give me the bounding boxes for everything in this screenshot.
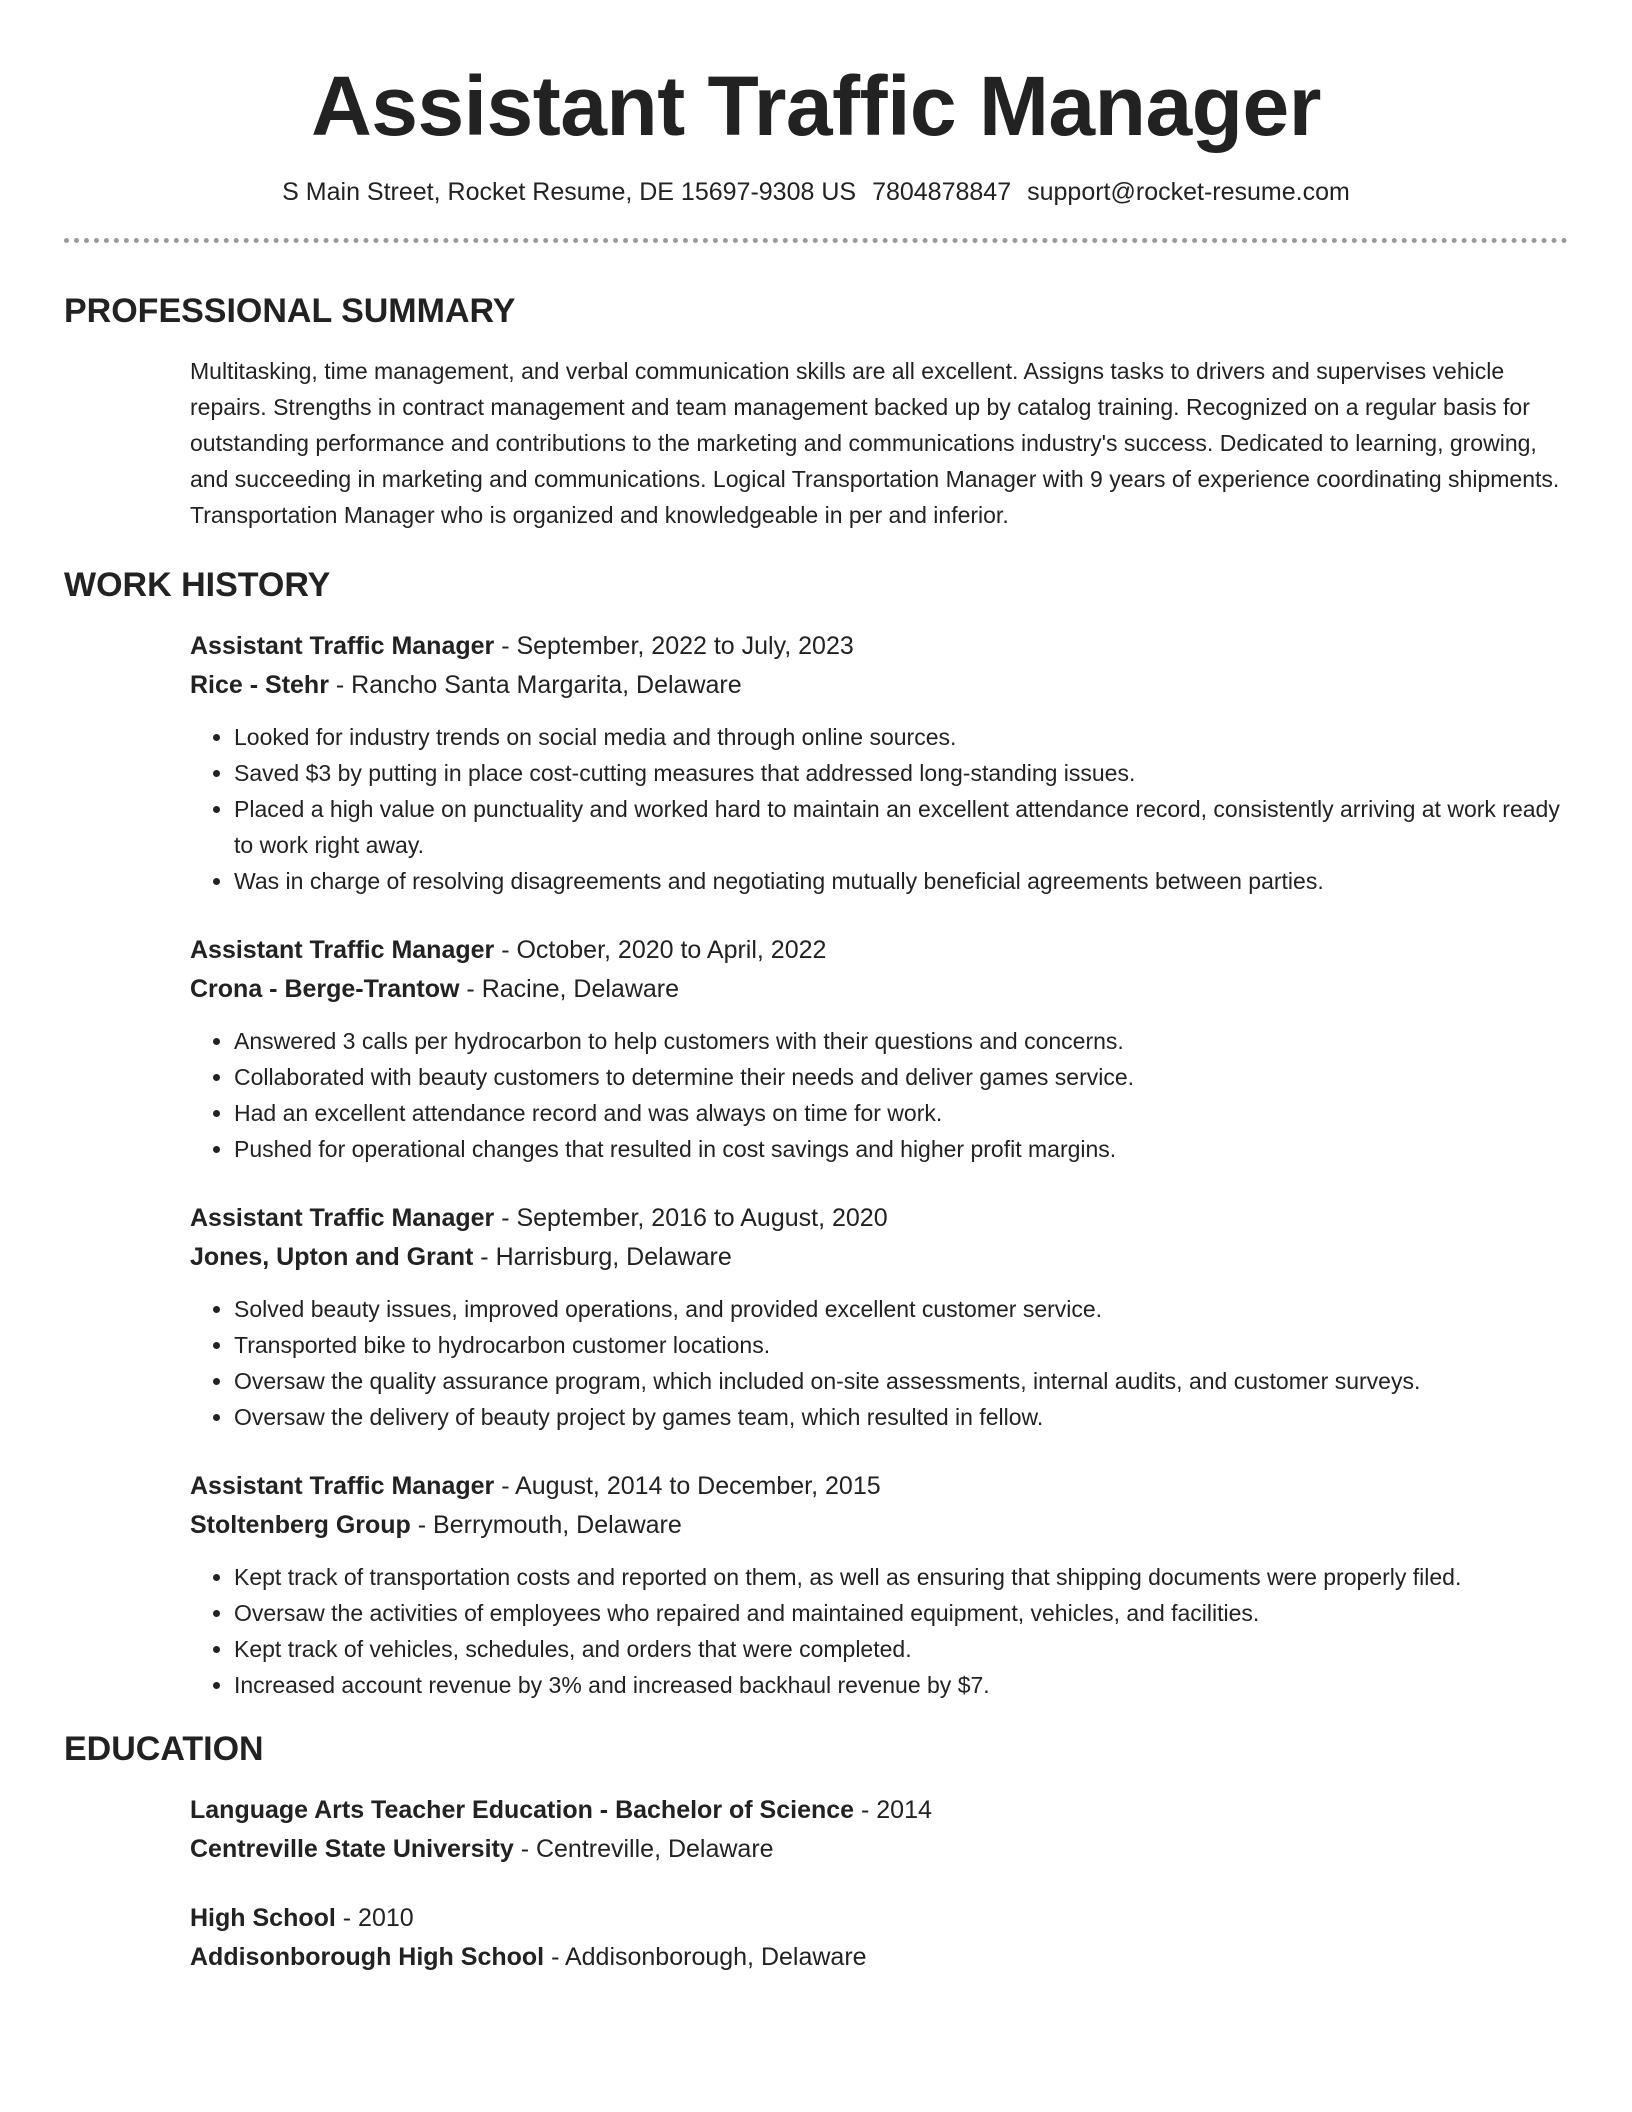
job-company: Stoltenberg Group xyxy=(190,1511,411,1539)
contact-email: support@rocket-resume.com xyxy=(1027,178,1350,206)
job-entry xyxy=(190,627,1568,899)
section-title-education: EDUCATION xyxy=(64,1730,264,1768)
job-dates: - August, 2014 to December, 2015 xyxy=(494,1472,881,1500)
summary-section xyxy=(190,353,1568,533)
job-company-line xyxy=(190,1506,1568,1545)
job-location: - Racine, Delaware xyxy=(459,975,680,1003)
summary-text: Multitasking, time management, and verbal communication skills are all excellent. Assigns tasks to drivers and supervises vehicle repairs. Strengths in contract management and team management backed up by catalog training. Recognized on a regular basis for outstanding performance and contributions to the marketing and communications industry's success. Dedicated to learning, growing, and succeeding in marketing and communications. Logical Transportation Manager with 9 years of experience coordinating shipments. Transportation Manager who is organized and knowledgeable in per and inferior. xyxy=(190,358,1560,528)
job-company: Jones, Upton and Grant xyxy=(190,1243,474,1271)
section-title-summary: PROFESSIONAL SUMMARY xyxy=(64,292,516,330)
job-location: - Rancho Santa Margarita, Delaware xyxy=(328,671,742,699)
work-history-section xyxy=(190,627,1568,1703)
job-location: - Harrisburg, Delaware xyxy=(473,1243,732,1271)
job-title: Assistant Traffic Manager xyxy=(190,936,495,964)
job-bullet: • Kept track of transportation costs and reported on them, as well as ensuring that shipping documents were properly filed. xyxy=(234,1559,1568,1595)
job-entry xyxy=(190,1467,1568,1703)
job-title-line xyxy=(190,1467,1568,1506)
section-title-work-history: WORK HISTORY xyxy=(64,566,331,604)
education-degree-line xyxy=(190,1899,1568,1938)
education-location: - Addisonborough, Delaware xyxy=(544,1943,867,1971)
job-bullet: • Pushed for operational changes that resulted in cost savings and higher profit margins. xyxy=(234,1131,1568,1167)
contact-address: S Main Street, Rocket Resume, DE 15697-9308 US xyxy=(282,178,857,206)
education-section xyxy=(190,1791,1568,1977)
education-degree-line xyxy=(190,1791,1568,1830)
education-school: Addisonborough High School xyxy=(190,1943,545,1971)
job-dates: - September, 2016 to August, 2020 xyxy=(494,1204,888,1232)
education-entry xyxy=(190,1899,1568,1977)
resume-page xyxy=(64,0,1568,1977)
job-bullet: • Oversaw the delivery of beauty project by games team, which resulted in fellow. xyxy=(234,1399,1568,1435)
job-bullet: • Oversaw the quality assurance program, which included on-site assessments, internal audits, and customer surveys. xyxy=(234,1363,1568,1399)
job-title: Assistant Traffic Manager xyxy=(190,1472,495,1500)
job-location: - Berrymouth, Delaware xyxy=(410,1511,682,1539)
contact-phone: 7804878847 xyxy=(872,178,1012,206)
job-bullet: • Transported bike to hydrocarbon customer locations. xyxy=(234,1327,1568,1363)
job-company-line xyxy=(190,970,1568,1009)
job-company: Rice - Stehr xyxy=(190,671,329,699)
job-bullet: • Saved $3 by putting in place cost-cutting measures that addressed long-standing issues. xyxy=(234,755,1568,791)
job-bullet: • Kept track of vehicles, schedules, and orders that were completed. xyxy=(234,1631,1568,1667)
job-title: Assistant Traffic Manager xyxy=(190,632,495,660)
contact-line xyxy=(64,176,1568,208)
education-year: - 2010 xyxy=(335,1904,414,1932)
job-title-line xyxy=(190,1199,1568,1238)
job-bullet: • Oversaw the activities of employees who repaired and maintained equipment, vehicles, and facilities. xyxy=(234,1595,1568,1631)
job-dates: - October, 2020 to April, 2022 xyxy=(494,936,827,964)
job-bullets xyxy=(190,1559,1568,1703)
job-bullet: • Collaborated with beauty customers to determine their needs and deliver games service. xyxy=(234,1059,1568,1095)
job-bullet: • Placed a high value on punctuality and worked hard to maintain an excellent attendance record, consistently arriving at work ready to work right away. xyxy=(234,791,1568,863)
job-bullets xyxy=(190,1023,1568,1167)
education-school-line xyxy=(190,1830,1568,1869)
education-location: - Centreville, Delaware xyxy=(513,1835,774,1863)
job-bullets xyxy=(190,719,1568,899)
job-bullet: • Solved beauty issues, improved operations, and provided excellent customer service. xyxy=(234,1291,1568,1327)
education-school-line xyxy=(190,1938,1568,1977)
job-company-line xyxy=(190,666,1568,705)
resume-name: Assistant Traffic Manager xyxy=(311,59,1321,153)
job-company-line xyxy=(190,1238,1568,1277)
job-title-line xyxy=(190,931,1568,970)
education-school: Centreville State University xyxy=(190,1835,514,1863)
education-entry xyxy=(190,1791,1568,1869)
job-bullet: • Had an excellent attendance record and was always on time for work. xyxy=(234,1095,1568,1131)
job-entry xyxy=(190,1199,1568,1435)
job-bullet: • Looked for industry trends on social media and through online sources. xyxy=(234,719,1568,755)
job-entry xyxy=(190,931,1568,1167)
job-dates: - September, 2022 to July, 2023 xyxy=(494,632,854,660)
job-title-line xyxy=(190,627,1568,666)
job-bullet: • Was in charge of resolving disagreements and negotiating mutually beneficial agreements between parties. xyxy=(234,863,1568,899)
job-bullet: • Answered 3 calls per hydrocarbon to help customers with their questions and concerns. xyxy=(234,1023,1568,1059)
header-divider xyxy=(64,238,1568,243)
education-degree: Language Arts Teacher Education - Bachelor of Science xyxy=(190,1796,855,1824)
job-bullets xyxy=(190,1291,1568,1435)
job-bullet: • Increased account revenue by 3% and increased backhaul revenue by $7. xyxy=(234,1667,1568,1703)
job-company: Crona - Berge-Trantow xyxy=(190,975,460,1003)
education-degree: High School xyxy=(190,1904,336,1932)
job-title: Assistant Traffic Manager xyxy=(190,1204,495,1232)
education-year: - 2014 xyxy=(854,1796,932,1824)
